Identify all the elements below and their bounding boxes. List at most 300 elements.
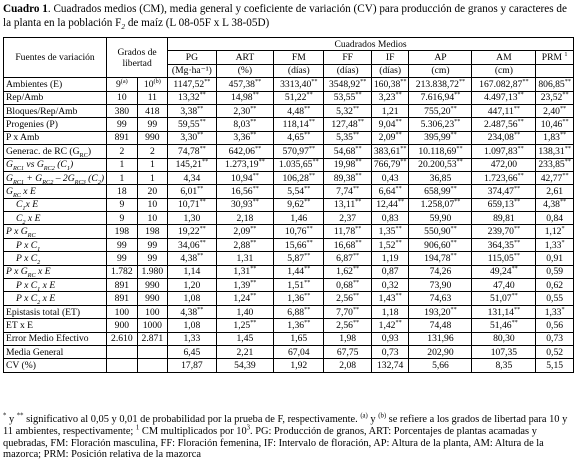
value-cell: 806,85**	[536, 78, 574, 91]
df-10-env	[107, 345, 138, 358]
significance-mark: **	[395, 91, 402, 99]
value-cell: 4,34	[168, 171, 217, 184]
df-11-env: 1000	[137, 319, 168, 332]
value-cell: 0,62	[536, 279, 574, 292]
value-cell: 1,42**	[371, 319, 409, 332]
value-cell: 74,63	[409, 292, 472, 305]
value-cell: 0,68**	[324, 279, 371, 292]
significance-mark: **	[304, 251, 311, 259]
col-header-text: AP	[434, 52, 447, 64]
row-label-text: P x Amb	[6, 132, 40, 144]
df-11-env: 99	[137, 118, 168, 131]
value-cell: 89,81	[472, 212, 536, 225]
significance-mark: **	[511, 291, 518, 299]
value-cell: 1,83**	[536, 131, 574, 144]
value-cell: 5,15	[536, 359, 574, 372]
value-cell: 1,25**	[216, 319, 273, 332]
value-cell: 54,39	[216, 359, 273, 372]
value-cell: 5,35**	[324, 131, 371, 144]
significance-mark: **	[252, 198, 259, 206]
value-cell: 1,33*	[536, 305, 574, 318]
row-label	[4, 279, 107, 292]
value-cell: 766,79**	[371, 158, 409, 171]
table-row	[4, 104, 574, 117]
row-label-text: P x $C_1$ x E	[16, 279, 56, 293]
col-header-text: AM	[496, 52, 512, 64]
row-label	[4, 198, 107, 211]
value-cell: 54,68**	[324, 145, 371, 158]
value-cell: 132,74	[371, 359, 409, 372]
value-cell: 107,35	[472, 345, 536, 358]
df-11-env: 418	[137, 104, 168, 117]
df-11-env: 10	[137, 212, 168, 225]
table-row	[4, 359, 574, 372]
value-cell: 59,90	[409, 212, 472, 225]
value-cell: 1,45	[216, 332, 273, 345]
row-label	[4, 78, 107, 91]
value-cell: 167.082,87**	[472, 78, 536, 91]
row-label-text: $G_{RC1}$ vs $G_{RC2}$ $(C_1)$	[6, 159, 74, 173]
table-footnote: * y ** significativo al 0,05 y 0,01 de probabilidad por la prueba de F, respectivamente. $^{(a)}$ y $^{(b)}$ se refiere a los grados de libertad para 10 y 11 ambientes, respectivamente; $^1$ CM multiplicados por $10^3$. PG: Producción de granos, ART: Porcentajes de plantas acamadas y quebradas, FM: Floración masculina, FF: Floración femenina, IF: Intervalo de floración, AP: Altura de la planta, AM: Altura de la mazorca; PRM: Posición relativa de la mazorca	[3, 412, 568, 461]
value-cell: 74,26	[409, 265, 472, 278]
value-cell: 194,78**	[409, 252, 472, 265]
significance-mark: **	[197, 251, 204, 259]
value-cell: 1,44**	[274, 265, 324, 278]
value-cell: 7.616,94**	[409, 91, 472, 104]
df-11-env: 1.980	[137, 265, 168, 278]
value-cell: 0,87	[371, 265, 409, 278]
value-cell: 73,90	[409, 279, 472, 292]
value-cell: 8,03**	[216, 118, 273, 131]
significance-mark: **	[513, 251, 521, 259]
value-cell: 2,30**	[216, 104, 273, 117]
df-10-env: 891	[107, 292, 138, 305]
value-cell: 447,11**	[472, 104, 536, 117]
value-cell: 1,52**	[371, 238, 409, 251]
value-cell: 8,35	[472, 359, 536, 372]
significance-mark: **	[197, 131, 204, 139]
value-cell: 0,55	[536, 292, 574, 305]
significance-mark: **	[352, 184, 360, 192]
row-label	[4, 118, 107, 131]
col-header-text: FM	[291, 52, 306, 64]
value-cell: 10.118,69**	[409, 145, 472, 158]
row-label-text: Rep/Amb	[6, 92, 44, 104]
value-cell: 1,20	[168, 279, 217, 292]
row-label-text: P x $C_2$ x E	[16, 293, 56, 307]
value-cell: 13,11**	[324, 198, 371, 211]
value-cell: 3,38**	[168, 104, 217, 117]
row-label	[4, 265, 107, 278]
value-cell: 2,56**	[324, 319, 371, 332]
table-row	[4, 238, 574, 251]
table-row	[4, 118, 574, 131]
row-label	[4, 238, 107, 251]
value-cell: 51,46**	[472, 319, 536, 332]
value-cell: 59,55**	[168, 118, 217, 131]
col-unit	[536, 64, 574, 77]
significance-mark: **	[352, 291, 360, 299]
value-cell: 7,70**	[324, 305, 371, 318]
significance-mark: **	[454, 91, 461, 99]
table-row	[4, 78, 574, 91]
value-cell: 1,92	[274, 359, 324, 372]
significance-mark: **	[513, 238, 521, 246]
anova-table	[3, 37, 574, 373]
significance-mark: **	[397, 198, 405, 206]
value-cell: 1,19	[371, 252, 409, 265]
significance-mark: **	[564, 144, 571, 152]
significance-mark: **	[352, 104, 360, 112]
row-label	[4, 359, 107, 372]
row-label	[4, 91, 107, 104]
col-header-if	[371, 51, 409, 64]
significance-mark: **	[304, 305, 311, 313]
significance-mark: **	[559, 131, 567, 139]
significance-mark: **	[456, 144, 463, 152]
value-cell: 1.723,66**	[472, 171, 536, 184]
value-cell: 234,08**	[472, 131, 536, 144]
col-header-sup: 1	[564, 50, 568, 58]
value-cell: 74,78**	[168, 145, 217, 158]
row-label	[4, 225, 107, 238]
significance-mark: **	[360, 77, 367, 85]
row-label	[4, 104, 107, 117]
col-header-text: IF	[385, 52, 395, 64]
row-label-text: Bloques/Rep/Amb	[6, 105, 78, 117]
value-cell: 1,35**	[371, 225, 409, 238]
significance-mark: **	[450, 184, 457, 192]
col-header-ap	[409, 51, 472, 64]
value-cell: 1,08	[168, 319, 217, 332]
value-cell: 36,85	[409, 171, 472, 184]
value-cell: 472,00	[472, 158, 536, 171]
value-cell: 5,87**	[274, 252, 324, 265]
value-cell: 642,06**	[216, 145, 273, 158]
significance-mark: **	[306, 224, 313, 232]
significance-mark: **	[456, 158, 463, 166]
row-label-text: $C_1x$ E	[16, 199, 39, 213]
value-cell: 10,76**	[274, 225, 324, 238]
table-row	[4, 212, 574, 225]
value-cell: 0,83	[371, 212, 409, 225]
value-cell: 1,21	[371, 104, 409, 117]
value-cell: 6,01**	[168, 185, 217, 198]
value-cell: 457,38**	[216, 78, 273, 91]
value-cell: 14,98**	[216, 91, 273, 104]
row-label	[4, 319, 107, 332]
significance-mark: **	[450, 238, 457, 246]
value-cell: 2,09**	[371, 131, 409, 144]
df-11-env	[137, 359, 168, 372]
value-cell: 2,09**	[216, 225, 273, 238]
df-10-env: 891	[107, 279, 138, 292]
value-cell: 11,78**	[324, 225, 371, 238]
significance-mark: **	[197, 305, 204, 313]
row-label	[4, 305, 107, 318]
significance-mark: **	[250, 117, 257, 125]
df-10-env: 2.610	[107, 332, 138, 345]
significance-mark: **	[517, 144, 524, 152]
value-cell: 23,52**	[536, 91, 574, 104]
table-row	[4, 252, 574, 265]
col-unit: (días)	[324, 64, 371, 77]
value-cell: 5,66	[409, 359, 472, 372]
col-header-text: ART	[235, 52, 255, 64]
table-row	[4, 158, 574, 171]
col-header-text: FF	[342, 52, 353, 64]
df-11-env: 198	[137, 225, 168, 238]
value-cell: 12,44**	[371, 198, 409, 211]
value-cell: 1,51**	[274, 279, 324, 292]
value-cell: 106,28**	[274, 171, 324, 184]
df-10-env: 1	[107, 171, 138, 184]
significance-mark: *	[561, 224, 565, 232]
caption-tail: de maíz (L 08-05F x L 38-05D)	[125, 17, 270, 29]
value-cell: 1,14	[168, 265, 217, 278]
significance-mark: **	[395, 131, 402, 139]
value-cell: 364,35**	[472, 238, 536, 251]
table-row	[4, 225, 574, 238]
row-label-text: $G_{RC}$ x E	[6, 185, 36, 199]
value-cell: 160,38**	[371, 78, 409, 91]
col-header-art	[216, 51, 273, 64]
significance-mark: **	[304, 198, 311, 206]
value-cell: 3548,92**	[324, 78, 371, 91]
row-label-text: P x $G_{RC}$	[6, 226, 36, 240]
value-cell: 1,36**	[274, 319, 324, 332]
value-cell: 0,93	[371, 332, 409, 345]
significance-mark: **	[355, 198, 362, 206]
value-cell: 1,12*	[536, 225, 574, 238]
header-fuentes: Fuentes de variación	[4, 38, 107, 78]
value-cell: 1,46	[274, 212, 324, 225]
significance-mark: **	[304, 291, 311, 299]
value-cell: 2,88**	[216, 238, 273, 251]
table-row	[4, 305, 574, 318]
significance-mark: **	[254, 77, 262, 85]
table-row	[4, 319, 574, 332]
significance-mark: **	[258, 158, 265, 166]
value-cell: 6,88**	[274, 305, 324, 318]
df-10-env: 100	[107, 305, 138, 318]
significance-mark: **	[311, 77, 318, 85]
significance-mark: **	[352, 265, 360, 273]
significance-mark: **	[450, 251, 457, 259]
value-cell: 1.258,07**	[409, 198, 472, 211]
significance-mark: **	[395, 238, 402, 246]
value-cell: 19,98**	[324, 158, 371, 171]
caption-label: Cuadro 1	[3, 3, 48, 15]
value-cell: 10,71**	[168, 198, 217, 211]
caption-text: . Cuadrados medios (CM), media general y coeficiente de variación (CV) para producción de granos y caracteres de la planta en la población F	[3, 3, 567, 29]
value-cell: 1,08	[168, 292, 217, 305]
value-cell: 1,98	[324, 332, 371, 345]
significance-mark: **	[199, 144, 206, 152]
value-cell: 67,75	[324, 345, 371, 358]
significance-mark: **	[355, 144, 362, 152]
significance-mark: **	[308, 117, 315, 125]
value-cell: 118,14**	[274, 118, 324, 131]
value-cell: 374,47**	[472, 185, 536, 198]
significance-mark: **	[522, 77, 529, 85]
significance-mark: **	[304, 318, 311, 326]
significance-mark: **	[352, 318, 360, 326]
df-10-env: 900	[107, 319, 138, 332]
row-label-text: Generac. de RC $(G_{RC})$	[6, 145, 92, 159]
row-label-text: Error Medio Efectivo	[6, 333, 89, 345]
row-label-text: P x $C_2$	[16, 252, 41, 266]
significance-mark: **	[450, 131, 457, 139]
value-cell: 74,48	[409, 319, 472, 332]
value-cell: 51,07**	[472, 292, 536, 305]
row-label-text: Ambientes (E)	[6, 78, 63, 90]
df-10-env: 9	[107, 212, 138, 225]
significance-mark: **	[308, 171, 316, 179]
value-cell: 1,31**	[216, 265, 273, 278]
significance-mark: **	[454, 117, 461, 125]
value-cell: 5,32**	[324, 104, 371, 117]
significance-mark: **	[252, 184, 259, 192]
value-cell: 127,48**	[324, 118, 371, 131]
significance-mark: **	[564, 77, 571, 85]
significance-mark: **	[250, 224, 257, 232]
df-11-env: 10	[137, 198, 168, 211]
significance-mark: **	[312, 158, 319, 166]
significance-mark: **	[355, 224, 362, 232]
significance-mark: **	[513, 224, 521, 232]
df-10-env: 9	[107, 198, 138, 211]
value-cell: 755,20**	[409, 104, 472, 117]
value-cell: 49,24**	[472, 265, 536, 278]
value-cell: 47,40	[472, 279, 536, 292]
significance-mark: **	[395, 318, 402, 326]
value-cell: 1.035,65**	[274, 158, 324, 171]
df-10-env: 891	[107, 131, 138, 144]
value-cell: 13,32**	[168, 91, 217, 104]
significance-mark: **	[199, 238, 206, 246]
df-11-env: 99	[137, 252, 168, 265]
table-row	[4, 131, 574, 144]
significance-mark: **	[254, 144, 262, 152]
table-row	[4, 279, 574, 292]
value-cell: 1,39**	[216, 279, 273, 292]
value-cell: 570,97**	[274, 145, 324, 158]
value-cell: 2,61	[536, 185, 574, 198]
significance-mark: **	[355, 91, 362, 99]
row-label	[4, 145, 107, 158]
value-cell: 16,56**	[216, 185, 273, 198]
significance-mark: **	[199, 198, 206, 206]
significance-mark: **	[355, 158, 362, 166]
significance-mark: **	[559, 198, 567, 206]
value-cell: 1,31	[216, 252, 273, 265]
value-cell: 0,32	[371, 279, 409, 292]
value-cell: 42,77**	[536, 171, 574, 184]
value-cell: 4,38**	[168, 252, 217, 265]
significance-mark: **	[304, 184, 311, 192]
value-cell: 0,84	[536, 212, 574, 225]
col-unit: (cm)	[409, 64, 472, 77]
value-cell: 239,70**	[472, 225, 536, 238]
value-cell: 3,36**	[216, 131, 273, 144]
df-10-env: 9$^{(a)}$	[107, 78, 138, 91]
significance-mark: **	[197, 104, 204, 112]
value-cell: 1,62**	[324, 265, 371, 278]
row-label-text: Media General	[6, 346, 64, 358]
significance-mark: **	[201, 158, 209, 166]
significance-mark: **	[250, 131, 257, 139]
value-cell: 3,30**	[168, 131, 217, 144]
significance-mark: **	[559, 104, 567, 112]
df-10-env: 1	[107, 158, 138, 171]
df-10-env	[107, 359, 138, 372]
row-label-text: CV (%)	[6, 360, 36, 372]
value-cell: 1,40	[216, 305, 273, 318]
value-cell: 6,45	[168, 345, 217, 358]
significance-mark: **	[304, 104, 311, 112]
table-row	[4, 332, 574, 345]
table-row	[4, 345, 574, 358]
header-grados: Grados de libertad	[107, 38, 168, 78]
value-cell: 138,31**	[536, 145, 574, 158]
row-label-text: Progenies (P)	[6, 119, 58, 131]
significance-mark: **	[250, 318, 257, 326]
df-10-env: 99	[107, 252, 138, 265]
significance-mark: **	[250, 278, 257, 286]
value-cell: 1.097,83**	[472, 145, 536, 158]
value-cell: 67,04	[274, 345, 324, 358]
significance-mark: **	[513, 198, 521, 206]
value-cell: 2.487,56**	[472, 118, 536, 131]
significance-mark: **	[517, 117, 524, 125]
significance-mark: **	[564, 158, 571, 166]
value-cell: 202,90	[409, 345, 472, 358]
col-header-fm	[274, 51, 324, 64]
value-cell: 10,46**	[536, 118, 574, 131]
col-unit: (días)	[274, 64, 324, 77]
significance-mark: **	[513, 184, 521, 192]
value-cell: 4,65**	[274, 131, 324, 144]
significance-mark: **	[458, 77, 466, 85]
significance-mark: **	[562, 171, 569, 179]
col-header-pg	[168, 51, 217, 64]
value-cell: 1,18	[371, 305, 409, 318]
value-cell: 0,43	[371, 171, 409, 184]
value-cell: 233,85**	[536, 158, 574, 171]
value-cell: 16,68**	[324, 238, 371, 251]
col-unit: (Mg·ha⁻¹)	[168, 64, 217, 77]
col-unit: (%)	[216, 64, 273, 77]
value-cell: 1147,52**	[168, 78, 217, 91]
df-10-env: 198	[107, 225, 138, 238]
value-cell: 1,24**	[216, 292, 273, 305]
significance-mark: **	[352, 131, 360, 139]
value-cell: 10,94**	[216, 171, 273, 184]
significance-mark: **	[355, 171, 362, 179]
col-header-prm	[536, 51, 574, 64]
value-cell: 4,48**	[274, 104, 324, 117]
table-row	[4, 185, 574, 198]
value-cell: 550,90**	[409, 225, 472, 238]
value-cell: 0,73	[371, 345, 409, 358]
value-cell: 6,64**	[371, 185, 409, 198]
df-10-env: 99	[107, 118, 138, 131]
significance-mark: **	[395, 291, 402, 299]
value-cell: 395,99**	[409, 131, 472, 144]
value-cell: 3313,40**	[274, 78, 324, 91]
significance-mark: **	[197, 184, 204, 192]
